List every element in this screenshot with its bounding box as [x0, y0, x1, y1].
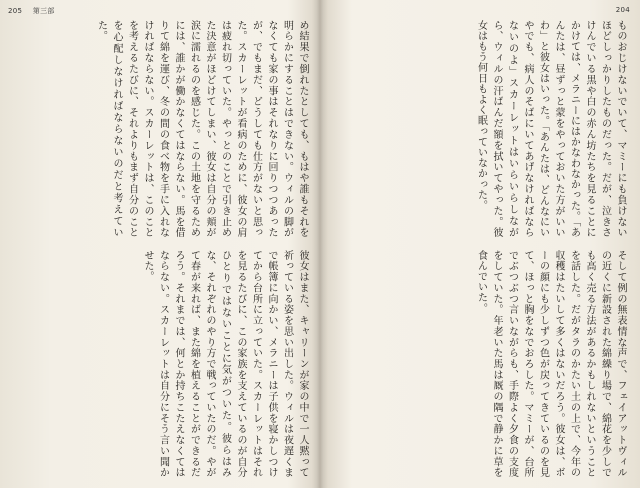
left-page-chapter: 第三部 — [32, 7, 55, 15]
left-page-bottom-text: 彼女はまた、キャリーンが家の中で一人黙って祈っている姿を思い出した。ウィルは夜遅くまで帳簿に向かい、メラニーは子供を寝かしつけてから台所に立っていた。スカーレットはそれを見るたびに、この家族を支えているのが自分ひとりではないことに気がついた。彼らはみな、それぞれのやり方で戦っていたのだ。やがて春が来れば、また綿を植えることができるだろう。それまでは、何とか持ちこたえなくてはならない。スカーレットは自分にそう言い聞かせた。 — [142, 250, 308, 478]
left-page-header — [8, 6, 55, 16]
right-page-header — [616, 6, 630, 14]
right-page-top-text: ものおじけないでいて、マミーにも負けないほどしっかりしたものだった。だが、泣きさけんでいる黒や白の赤ん坊たちを見ることにかけては、メラニーにはかなわなかった。「あんたは、昼ずっと蒙をやっておいた方がいいわ」と彼女はいった。「あんたは、どんなにいやでも、病人のそばにいてあげなければならないのよ」スカーレットはいらいらしながら、ウィルの汗ばんだ額を拭いてやった。彼女はもう何日もよく眠っていなかった。 — [475, 20, 626, 238]
right-page-bottom-text: そして例の無表情な声で、フェイアットヴィルの近くに新設された綿繰り場で、綿花を少しでも高く売る方法があるかもしれないということを話した。だがタラのかたい土の上で、今年の収穫はたいして多くはないだろう。彼女は、ボーの顔にも少しずつ色が戻ってきているのを見て、ほっと胸をなでおろした。マミーが、台所でぶつぶつ言いながらも、手際よく夕食の支度をしていた。年老いた馬は厩の隅で静かに草を食んでいた。 — [475, 250, 626, 478]
left-page-number: 205 — [8, 7, 23, 15]
right-page — [322, 0, 640, 488]
left-page-top-text: め結果で倒れたとしても、もはや誰もそれを明らかにすることはできない。ウィルの脚がなくても家の事はそれなりに回りつつあったが、でもまだ、どうしても仕方がないと思った。スカーレットが看病のために、彼女の肩は疲れ切っていた。やっとのことで引き止めた決意がほどけてしまい、彼女は自分の頬が涙に濡れるのを感じた。この土地を守るためには、誰かが働かなくてはならない。馬を借りて綿を運び、冬の間の食べ物を手に入れなければならない。スカーレットは、このことを考えるたびに、それよりもまず自分のことを心配しなければならないのだと考えていた。 — [95, 20, 308, 238]
left-page — [0, 0, 318, 488]
right-page-number: 204 — [615, 6, 630, 14]
